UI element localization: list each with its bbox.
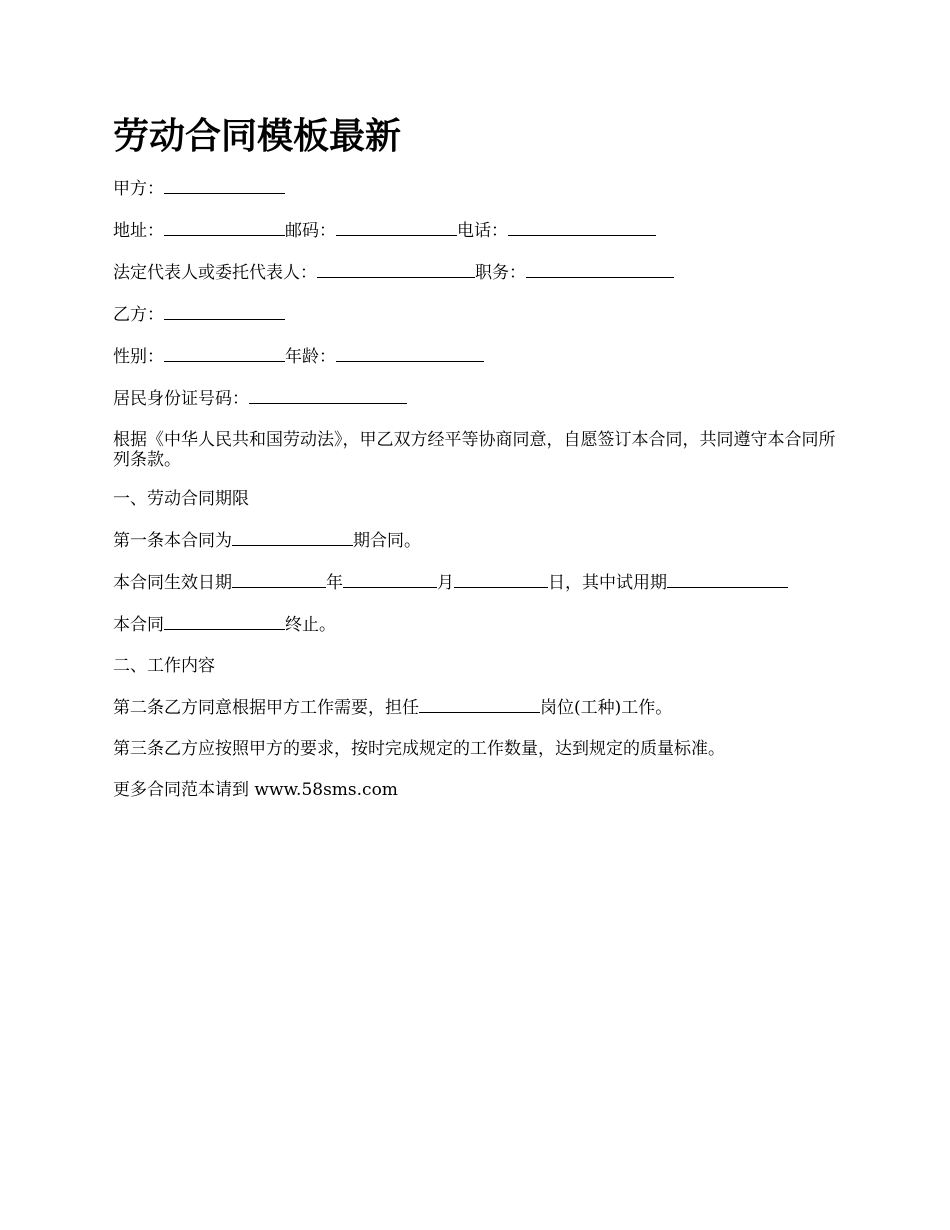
- job-position-blank: [419, 697, 540, 713]
- phone-label: 电话：: [457, 221, 508, 241]
- article-3-line: 第三条乙方应按照甲方的要求，按时完成规定的工作数量，达到规定的质量标准。: [113, 739, 725, 759]
- section-2-heading: 二、工作内容: [113, 656, 215, 676]
- article-1-prefix: 第一条本合同为: [113, 531, 232, 551]
- article-2-suffix: 岗位(工种)工作。: [540, 698, 673, 718]
- postcode-blank: [336, 220, 457, 236]
- party-b-line: [113, 304, 843, 325]
- address-blank: [164, 220, 285, 236]
- trial-period-label: 日，其中试用期: [548, 573, 667, 593]
- article-2-line: [113, 697, 843, 718]
- day-blank: [454, 572, 548, 588]
- id-number-blank: [249, 388, 407, 404]
- party-a-blank: [164, 178, 285, 194]
- document-title: 劳动合同模板最新: [113, 115, 402, 157]
- preamble-paragraph: 根据《中华人民共和国劳动法》，甲乙双方经平等协商同意，自愿签订本合同，共同遵守本合同所列条款。: [113, 430, 836, 470]
- address-line: [113, 220, 843, 241]
- termination-line: [113, 614, 843, 635]
- document-page: [113, 112, 843, 821]
- id-number-label: 居民身份证号码：: [113, 389, 249, 409]
- party-a-label: 甲方：: [113, 179, 164, 199]
- month-blank: [343, 572, 437, 588]
- gender-age-line: [113, 346, 843, 367]
- year-label: 年: [326, 573, 343, 593]
- contract-term-blank: [232, 530, 353, 546]
- termination-suffix: 终止。: [285, 615, 336, 635]
- id-number-line: [113, 388, 843, 409]
- section-1-heading: 一、劳动合同期限: [113, 489, 249, 509]
- effective-date-prefix: 本合同生效日期: [113, 573, 232, 593]
- article-2-prefix: 第二条乙方同意根据甲方工作需要，担任: [113, 698, 419, 718]
- position-blank: [526, 262, 674, 278]
- legal-rep-line: [113, 262, 843, 283]
- footer-link-text: 更多合同范本请到 www.58sms.com: [113, 780, 398, 800]
- termination-blank: [164, 614, 285, 630]
- legal-rep-label: 法定代表人或委托代表人：: [113, 263, 317, 283]
- age-label: 年龄：: [285, 347, 336, 367]
- month-label: 月: [437, 573, 454, 593]
- party-b-label: 乙方：: [113, 305, 164, 325]
- trial-period-blank: [667, 572, 788, 588]
- termination-prefix: 本合同: [113, 615, 164, 635]
- effective-date-line: [113, 572, 843, 593]
- position-label: 职务：: [475, 263, 526, 283]
- party-b-blank: [164, 304, 285, 320]
- age-blank: [336, 346, 484, 362]
- party-a-line: [113, 178, 843, 199]
- year-blank: [232, 572, 326, 588]
- legal-rep-blank: [317, 262, 475, 278]
- address-label: 地址：: [113, 221, 164, 241]
- gender-blank: [164, 346, 285, 362]
- article-1-suffix: 期合同。: [353, 531, 421, 551]
- postcode-label: 邮码：: [285, 221, 336, 241]
- phone-blank: [508, 220, 656, 236]
- gender-label: 性别：: [113, 347, 164, 367]
- article-1-line: [113, 530, 843, 551]
